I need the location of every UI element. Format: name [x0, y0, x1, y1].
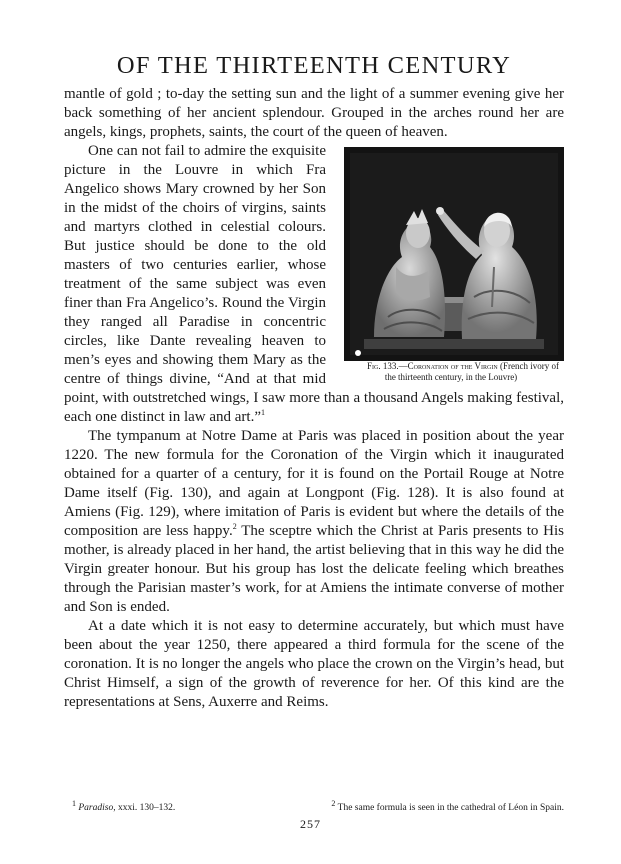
footnote-1	[72, 798, 176, 814]
figure-133	[338, 147, 564, 383]
footnote-1-citation: , xxxi. 130–132.	[113, 803, 176, 813]
paragraph-third-formula: At a date which it is not easy to determine accurately, but which must have been about the year 1250, there appeared a third formula for the scene of the coronation. It is no longer the angels who place the crown on the Virgin’s head, but Christ Himself, a sign of the growth of reverence for her. Of this kind are the representations at Sens, Auxerre and Reims.	[64, 618, 564, 710]
paragraph-tympanum	[64, 427, 564, 617]
footnote-1-mark: 1	[72, 798, 76, 808]
footnote-1-title: Paradiso	[78, 803, 114, 813]
footnote-2-text: The same formula is seen in the cathedral of Léon in Spain.	[337, 803, 564, 813]
paragraph-fra-angelico-text: One can not fail to admire the exquisite picture in the Louvre in which Fra Angelico shows Mary crowned by her Son in the midst of the choirs of virgins, saints and martyrs clothed in celestial colours. But justice should be done to the old masters of two centuries earlier, whose treatment of the same subject was even finer than Fra Angelico’s. Round the Virgin they ranged all Paradise in concentric circles, like Dante revealing heaven to men’s eyes and showing them Mary as the centre of things divine, “And at that mid point, with outstretched wings, I saw more than a thousand Angels making festival, each one distinct in law and art.”	[64, 143, 564, 425]
footnote-ref-1: 1	[261, 408, 266, 417]
running-head: OF THE THIRTEENTH CENTURY	[116, 52, 512, 79]
figure-caption	[338, 361, 564, 383]
footnote-2-mark: 2	[331, 798, 336, 808]
paragraph-tympanum-text-a: The tympanum at Notre Dame at Paris was placed in position about the year 1220. The new formula for the Coronation of the Virgin which it inaugurated obtained for a quarter of a century, for it is found on the Portail Rouge at Notre Dame itself (Fig. 130), and again at Longpont (Fig. 128). It is also found at Amiens (Fig. 129), where imitation of Paris is evident but where the details of the composition are less happy.	[64, 428, 564, 539]
body-text	[64, 85, 564, 712]
caption-detail: (French ivory of the thirteenth century, in the Louvre)	[384, 361, 559, 382]
coronation-ivory-photo	[344, 147, 564, 361]
footnote-2	[331, 798, 564, 814]
caption-label: Fig. 133.—Coronation of the Virgin	[367, 361, 498, 371]
paragraph-mantle-of-gold: mantle of gold ; to-day the setting sun and the light of a summer evening give her back something of her ancient splendour. Grouped in the arches round her are angels, kings, prophets, saints, the court of the queen of heaven.	[64, 86, 564, 140]
page-number: 257	[300, 817, 321, 831]
paragraph-tympanum-text-b: The sceptre which the Christ at Paris presents to His mother, is already placed in her hand, the artist believing that in this way he did the Virgin greater honour. But his group has lost the delicate feeling which breathes through the Parisian master’s work, for at Amiens the intimate converse of mother and Son is ended.	[64, 523, 564, 615]
footnote-ref-2: 2	[232, 522, 237, 531]
